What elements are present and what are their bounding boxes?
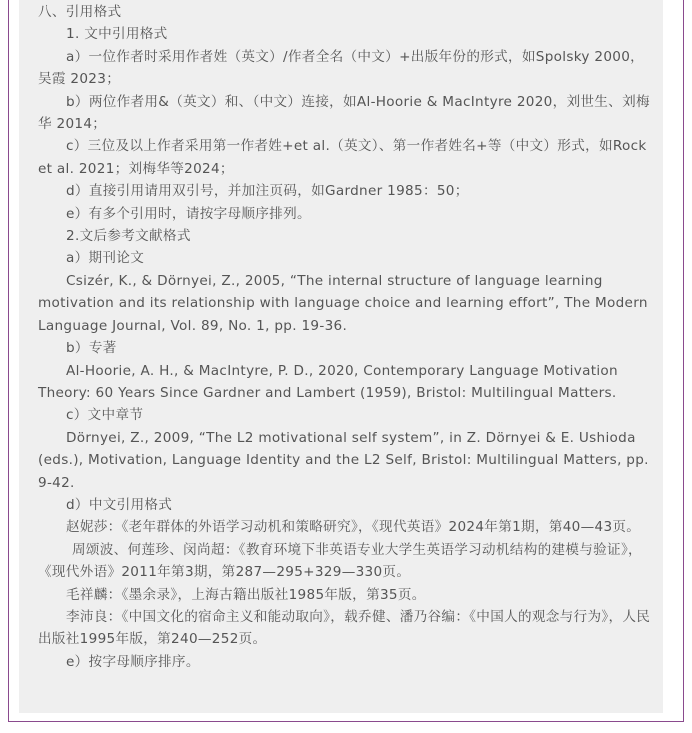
citation-rule-line: 李沛良：《中国文化的宿命主义和能动取向》，载乔健、潘乃谷编：《中国人的观念与行为》，人民出版社1995年版，第240—252页。 [38, 608, 651, 648]
citation-rule-line: b）专著 [66, 340, 117, 357]
citation-rules-list [38, 23, 657, 673]
citation-rule-line: 毛祥麟：《墨余录》，上海古籍出版社1985年版，第35页。 [66, 586, 426, 603]
citation-rule-line: 2.文后参考文献格式 [66, 228, 191, 245]
citation-rule-line: c）三位及以上作者采用第一作者姓+et al.（英文）、第一作者姓名+等（中文）形式，如Rock et al. 2021；刘梅华等2024； [38, 138, 647, 177]
citation-rule-line: e）有多个引用时，请按字母顺序排列。 [66, 205, 311, 222]
citation-rule-line: c）文中章节 [66, 407, 144, 424]
citation-rule-line: a）一位作者时采用作者姓（英文）/作者全名（中文）+出版年份的形式，如Spolsky 2000，吴霞 2023； [38, 48, 645, 88]
citation-rule-line: 周颂波、何莲珍、闵尚超：《教育环境下非英语专业大学生英语学习动机结构的建模与验证》，《现代外语》2011年第3期，第287—295+329—330页。 [38, 541, 642, 581]
citation-format-section [19, 0, 663, 713]
citation-rule-line: a）期刊论文 [66, 250, 145, 267]
section-title: 八、引用格式 [38, 4, 122, 20]
citation-rule-line: 赵妮莎：《老年群体的外语学习动机和策略研究》，《现代英语》2024年第1期，第40—43页。 [66, 519, 641, 536]
citation-rule-line: d）直接引用请用双引号，并加注页码，如Gardner 1985：50； [66, 183, 469, 200]
citation-rule-line: d）中文引用格式 [66, 496, 173, 513]
citation-rule-line: 1. 文中引用格式 [66, 26, 168, 43]
citation-rule-line: Al-Hoorie, A. H., & MacIntyre, P. D., 2020, Contemporary Language Motivation Theory: 60 Years Since Gardner and Lambert (1959), Bristol: Multilingual Matters. [38, 362, 618, 401]
citation-rule-line: b）两位作者用&（英文）和、（中文）连接，如Al-Hoorie & MacIntyre 2020，刘世生、刘梅华 2014； [38, 93, 650, 133]
citation-rule-line: e）按字母顺序排序。 [66, 653, 200, 670]
citation-rule-line: Csizér, K., & Dörnyei, Z., 2005, “The internal structure of language learning motivation and its relationship with language choice and learning effort”, The Modern Language Journal, Vol. 89, No. 1, pp. 19-36. [38, 272, 648, 334]
citation-rule-line: Dörnyei, Z., 2009, “The L2 motivational self system”, in Z. Dörnyei & E. Ushioda (eds.), Motivation, Language Identity and the L2 Self, Bristol: Multilingual Matters, pp. 9-42. [38, 429, 649, 491]
